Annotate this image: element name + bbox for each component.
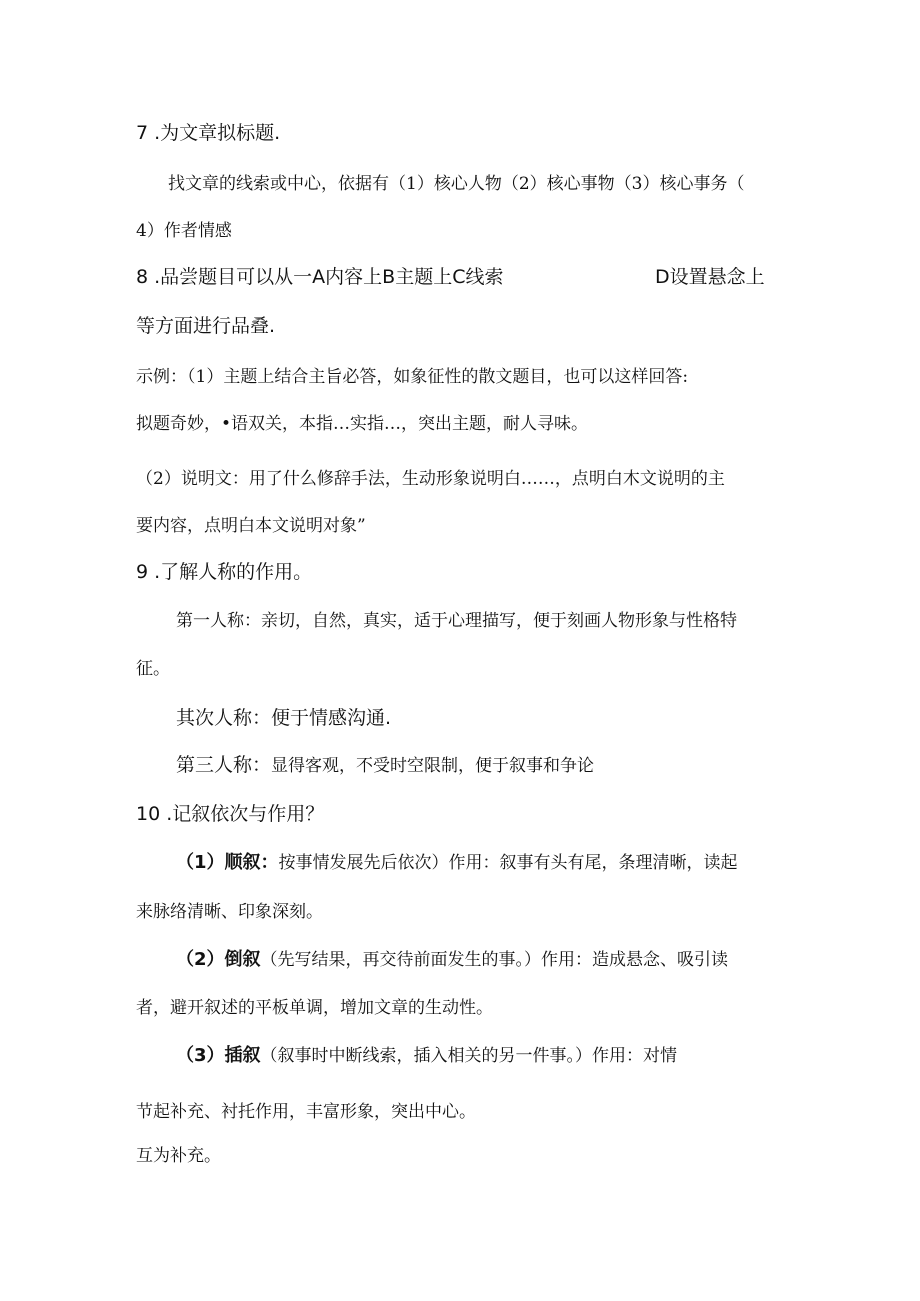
- paragraph-9-line-1: 第一人称：亲切，自然，真实，适于心理描写，便于刻画人物形象与性格特: [176, 611, 737, 631]
- third-person-label: 第三人称：: [176, 754, 272, 776]
- second-person-line: 其次人称：便于情感沟通.: [176, 707, 392, 729]
- example-line-4: 要内容，点明白本文说明对象”: [136, 516, 366, 536]
- sequence-2-text: （先写结果，再交待前面发生的事。）作用：造成悬念、吸引读: [260, 950, 729, 970]
- example-line-3: （2）说明文：用了什么修辞手法，生动形象说明白……，点明白木文说明的主: [136, 469, 725, 489]
- sequence-2-line: [176, 945, 728, 971]
- sequence-3-label: （3）插叙: [176, 1045, 261, 1066]
- heading-8-part-3: 等方面进行品叠.: [136, 315, 276, 337]
- third-person-line: [176, 750, 594, 777]
- third-person-text: 显得客观，不受时空限制，便于叙事和争论: [271, 756, 595, 776]
- sequence-3-text: （叙事时中断线索，插入相关的另一件事。）作用：对情: [260, 1046, 678, 1066]
- heading-10: 10 .记叙依次与作用？: [136, 803, 325, 825]
- heading-8-part-2: D设置悬念上: [655, 266, 765, 288]
- sequence-3-continuation: 节起补充、衬托作用，丰富形象，突出中心。: [136, 1102, 476, 1122]
- example-line-1: 示例：（1）主题上结合主旨必答，如象征性的散文题目，也可以这样回答:: [136, 367, 689, 387]
- heading-9: 9 .了解人称的作用。: [136, 561, 313, 583]
- sequence-1-text: 按事情发展先后依次）作用：叙事有头有尾，条理清晰，读起: [278, 853, 738, 873]
- paragraph-9-line-2: 征。: [136, 659, 170, 679]
- sequence-2-continuation: 者，避开叙述的平板单调，增加文章的生动性。: [136, 998, 493, 1018]
- heading-8-part-1: 8 .品尝题目可以从一A内容上B主题上C线索: [136, 266, 504, 288]
- sequence-1-label: （1）顺叙：: [176, 852, 279, 873]
- sequence-3-line: [176, 1041, 677, 1067]
- sequence-1-continuation: 来脉络清晰、印象深刻。: [136, 902, 323, 922]
- paragraph-7-line-2: 4）作者情感: [136, 221, 232, 241]
- paragraph-7-line-1: 找文章的线索或中心，依据有（1）核心人物（2）核心事物（3）核心事务（: [168, 174, 745, 194]
- heading-7: 7 .为文章拟标题.: [136, 122, 281, 144]
- closing-line: 互为补充。: [136, 1146, 221, 1166]
- sequence-1-line: [176, 848, 738, 874]
- example-line-2: 拟题奇妙，•语双关，本指…实指…，突出主题，耐人寻味。: [136, 414, 589, 434]
- sequence-2-label: （2）倒叙: [176, 949, 261, 970]
